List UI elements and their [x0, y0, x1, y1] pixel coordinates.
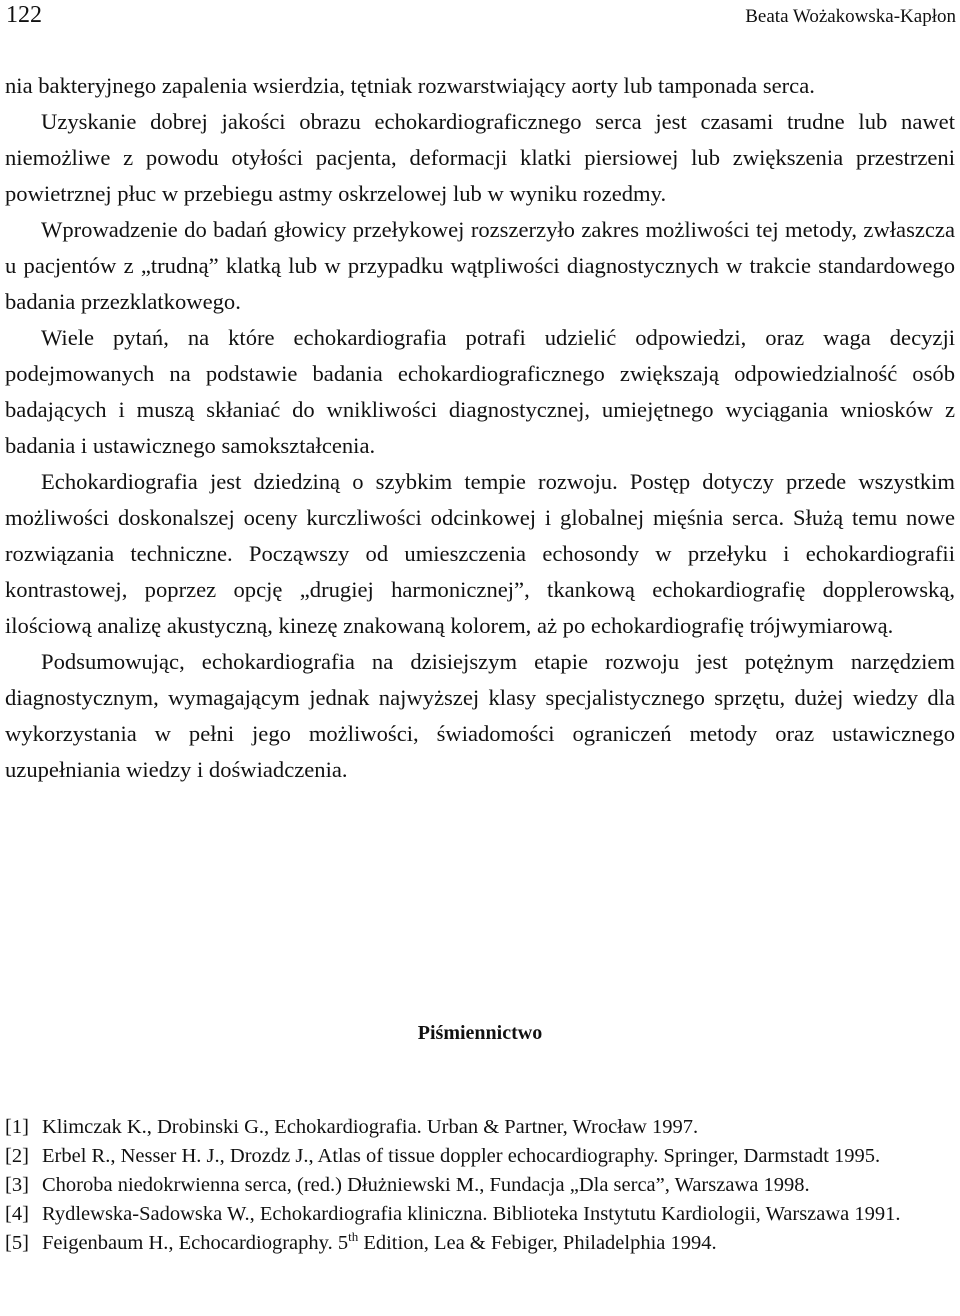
reference-item	[5, 1113, 955, 1142]
references-heading: Piśmiennictwo	[417, 1022, 543, 1044]
reference-text: Choroba niedokrwienna serca, (red.) Dłużniewski M., Fundacja „Dla serca”, Warszawa 1998.	[42, 1174, 810, 1196]
reference-number: [2]	[5, 1145, 29, 1167]
running-header	[6, 0, 956, 40]
reference-item	[5, 1229, 955, 1258]
reference-text-part: Edition, Lea & Febiger, Philadelphia 1994.	[358, 1232, 717, 1254]
reference-text-part: Feigenbaum H., Echocardiography. 5	[42, 1232, 349, 1254]
reference-item	[5, 1142, 955, 1171]
body-text	[5, 68, 955, 788]
paragraph: Wiele pytań, na które echokardiografia potrafi udzielić odpowiedzi, oraz waga decyzji podejmowanych na podstawie badania echokardiograficznego zwiększają odpowiedzialność osób badających i muszą skłaniać do wnikliwości diagnostycznej, umiejętnego wyciągania wniosków z badania i ustawicznego samokształcenia.	[5, 325, 955, 458]
paragraph: Echokardiografia jest dziedziną o szybkim tempie rozwoju. Postęp dotyczy przede wszystkim możliwości doskonalszej oceny kurczliwości odcinkowej i globalnej mięśnia serca. Służą temu nowe rozwiązania techniczne. Począwszy od umieszczenia echosondy w przełyku i echokardiografii kontrastowej, poprzez opcję „drugiej harmonicznej”, tkankową echokardiografię dopplerowską, ilościową analizę akustyczną, kinezę znakowaną kolorem, aż po echokardiografię trójwymiarową.	[5, 469, 955, 638]
paragraph: Wprowadzenie do badań głowicy przełykowej rozszerzyło zakres możliwości tej metody, zwłaszcza u pacjentów z „trudną” klatką lub w przypadku wątpliwości diagnostycznych w trakcie standardowego badania przezklatkowego.	[5, 217, 955, 314]
reference-text: Rydlewska-Sadowska W., Echokardiografia kliniczna. Biblioteka Instytutu Kardiologii, Warszawa 1991.	[42, 1203, 901, 1225]
reference-item	[5, 1200, 955, 1229]
reference-number: [4]	[5, 1203, 29, 1225]
edition-superscript: th	[348, 1229, 359, 1245]
running-head-author: Beata Wożakowska-Kapłon	[745, 6, 956, 27]
reference-item	[5, 1171, 955, 1200]
reference-number: [3]	[5, 1174, 29, 1196]
reference-text: Klimczak K., Drobinski G., Echokardiografia. Urban & Partner, Wrocław 1997.	[42, 1116, 699, 1138]
reference-number: [1]	[5, 1116, 29, 1138]
paragraph: Podsumowując, echokardiografia na dzisiejszym etapie rozwoju jest potężnym narzędziem diagnostycznym, wymagającym jednak najwyższej klasy specjalistycznego sprzętu, dużej wiedzy dla wykorzystania w pełni jego możliwości, świadomości ograniczeń metody oraz ustawicznego uzupełniania wiedzy i doświadczenia.	[5, 649, 955, 782]
paragraph: nia bakteryjnego zapalenia wsierdzia, tętniak rozwarstwiający aorty lub tamponada serca.	[5, 73, 815, 98]
reference-number: [5]	[5, 1232, 29, 1254]
references-list	[5, 1113, 955, 1258]
page-number: 122	[6, 2, 42, 28]
reference-text: Erbel R., Nesser H. J., Drozdz J., Atlas of tissue doppler echocardiography. Springer, Darmstadt 1995.	[42, 1145, 881, 1167]
paragraph: Uzyskanie dobrej jakości obrazu echokardiograficznego serca jest czasami trudne lub nawet niemożliwe z powodu otyłości pacjenta, deformacji klatki piersiowej lub zwiększenia przestrzeni powietrznej płuc w przebiegu astmy oskrzelowej lub w wyniku rozedmy.	[5, 109, 955, 206]
reference-text	[42, 1229, 955, 1258]
